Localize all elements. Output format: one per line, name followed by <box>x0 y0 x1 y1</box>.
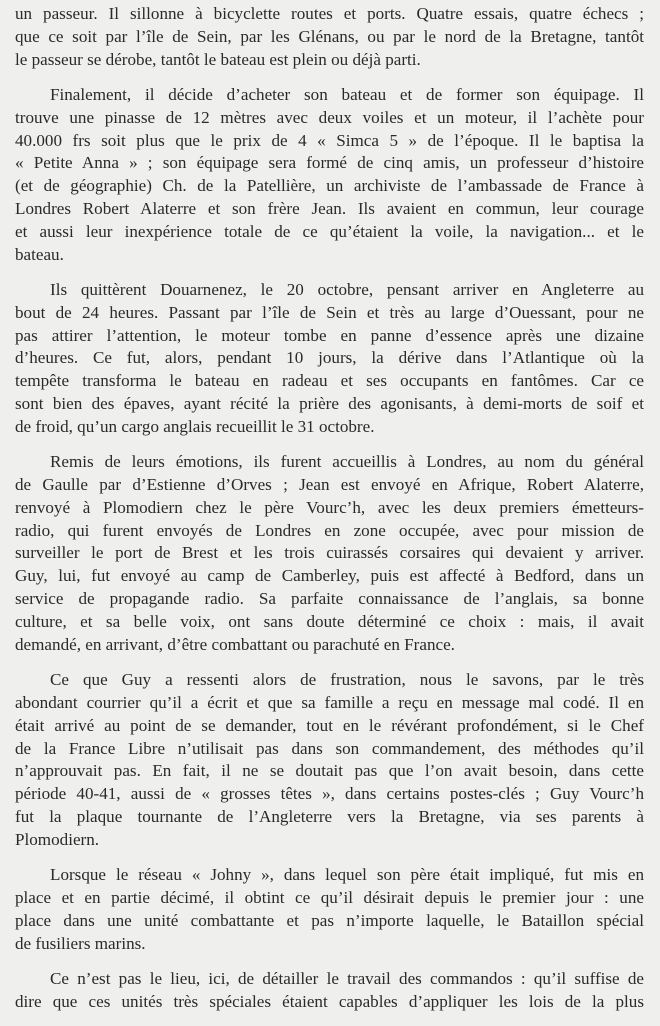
text-line: « Petite Anna » ; son équipage sera formé de cinq amis, un professeur d’histoire <box>15 153 644 173</box>
text-line: n’approuvait pas. En fait, il ne se doutait pas que l’on avait besoin, dans cette <box>15 761 644 781</box>
text-line: renvoyé à Plomodiern chez le père Vourc’h, avec les deux premiers émetteurs- <box>15 497 644 517</box>
text-line: de la France Libre n’utilisait pas dans son commandement, des méthodes qu’il <box>15 738 644 758</box>
text-line: bateau. <box>15 244 64 264</box>
text-line: dire que ces unités très spéciales étaient capables d’appliquer les lois de la plus <box>15 991 644 1011</box>
paragraph <box>15 864 644 955</box>
paragraph <box>15 84 644 267</box>
text-line: Londres Robert Alaterre et son frère Jean. Ils avaient en commun, leur courage <box>15 199 644 219</box>
text-line: culture, et sa belle voix, ont sans doute déterminé ce choix : mais, il avait <box>15 611 644 631</box>
text-line: le passeur se dérobe, tantôt le bateau est plein ou déjà parti. <box>15 49 421 69</box>
text-line: pas attirer l’attention, le moteur tombe en panne d’essence après une dizaine <box>15 325 644 345</box>
paragraph <box>15 3 644 72</box>
text-line: place dans une unité combattante et pas n’importe laquelle, le Bataillon spécial <box>15 910 644 930</box>
text-line: radio, qui furent envoyés de Londres en zone occupée, avec pour mission de <box>15 520 644 540</box>
text-line: bout de 24 heures. Passant par l’île de Sein et très au large d’Ouessant, pour ne <box>15 302 644 322</box>
text-line: d’heures. Ce fut, alors, pendant 10 jours, la dérive dans l’Atlantique où la <box>15 348 644 368</box>
text-line: trouve une pinasse de 12 mètres avec deux voiles et un moteur, il l’achète pour <box>15 107 644 127</box>
text-line: que ce soit par l’île de Sein, par les Glénans, ou par le nord de la Bretagne, tantôt <box>15 26 644 46</box>
text-line: surveiller le port de Brest et les trois cuirassés corsaires qui devaient y arriver. <box>15 543 644 563</box>
text-line: de Gaulle par d’Estienne d’Orves ; Jean est envoyé en Afrique, Robert Alaterre, <box>15 474 644 494</box>
text-line: et aussi leur inexpérience totale de ce qu’étaient la voile, la navigation... et le <box>15 221 644 241</box>
paragraph <box>15 451 644 657</box>
document-page <box>15 3 644 1026</box>
paragraph <box>15 279 644 439</box>
text-line: de froid, qu’un cargo anglais recueillit le 31 octobre. <box>15 416 375 436</box>
text-line: service de propagande radio. Sa parfaite connaissance de l’anglais, sa bonne <box>15 589 644 609</box>
text-line: 40.000 frs soit plus que le prix de 4 « Simca 5 » de l’époque. Il le baptisa la <box>15 130 644 150</box>
text-line: (et de géographie) Ch. de la Patellière, un archiviste de l’ambassade de France à <box>15 176 644 196</box>
text-line: était arrivé au point de se demander, tout en le révérant profondément, si le Chef <box>15 715 644 735</box>
text-line: Remis de leurs émotions, ils furent accueillis à Londres, au nom du général <box>50 452 644 472</box>
text-line: Guy, lui, fut envoyé au camp de Camberley, puis est affecté à Bedford, dans un <box>15 566 644 586</box>
text-line: place et en partie décimé, il obtint ce qu’il désirait depuis le premier jour : une <box>15 887 644 907</box>
text-line: Lorsque le réseau « Johny », dans lequel son père était impliqué, fut mis en <box>50 865 644 885</box>
text-line: Ce que Guy a ressenti alors de frustration, nous le savons, par le très <box>50 669 644 689</box>
text-line: Plomodiern. <box>15 829 100 849</box>
text-line: Ils quittèrent Douarnenez, le 20 octobre, pensant arriver en Angleterre au <box>50 279 644 299</box>
text-line: sont bien des épaves, ayant récité la prière des agonisants, à demi-morts de soif et <box>15 394 644 414</box>
paragraph <box>15 968 644 1014</box>
text-line: période 40-41, aussi de « grosses têtes », dans certains postes-clés ; Guy Vourc’h <box>15 784 644 804</box>
text-line: Finalement, il décide d’acheter son bateau et de former son équipage. Il <box>50 84 644 104</box>
text-line: de fusiliers marins. <box>15 933 146 953</box>
paragraph <box>15 669 644 852</box>
text-line: Ce n’est pas le lieu, ici, de détailler le travail des commandos : qu’il suffise de <box>50 968 644 988</box>
text-line: tempête transforma le bateau en radeau et ses occupants en fantômes. Car ce <box>15 371 644 391</box>
text-line: demandé, en arrivant, d’être combattant ou parachuté en France. <box>15 634 455 654</box>
text-line: un passeur. Il sillonne à bicyclette routes et ports. Quatre essais, quatre échecs ; <box>15 4 644 23</box>
text-line: fut la plaque tournante de l’Angleterre vers la Bretagne, via ses parents à <box>15 807 644 827</box>
text-line: abondant courrier qu’il a écrit et que sa famille a reçu en message mal codé. Il en <box>15 692 644 712</box>
